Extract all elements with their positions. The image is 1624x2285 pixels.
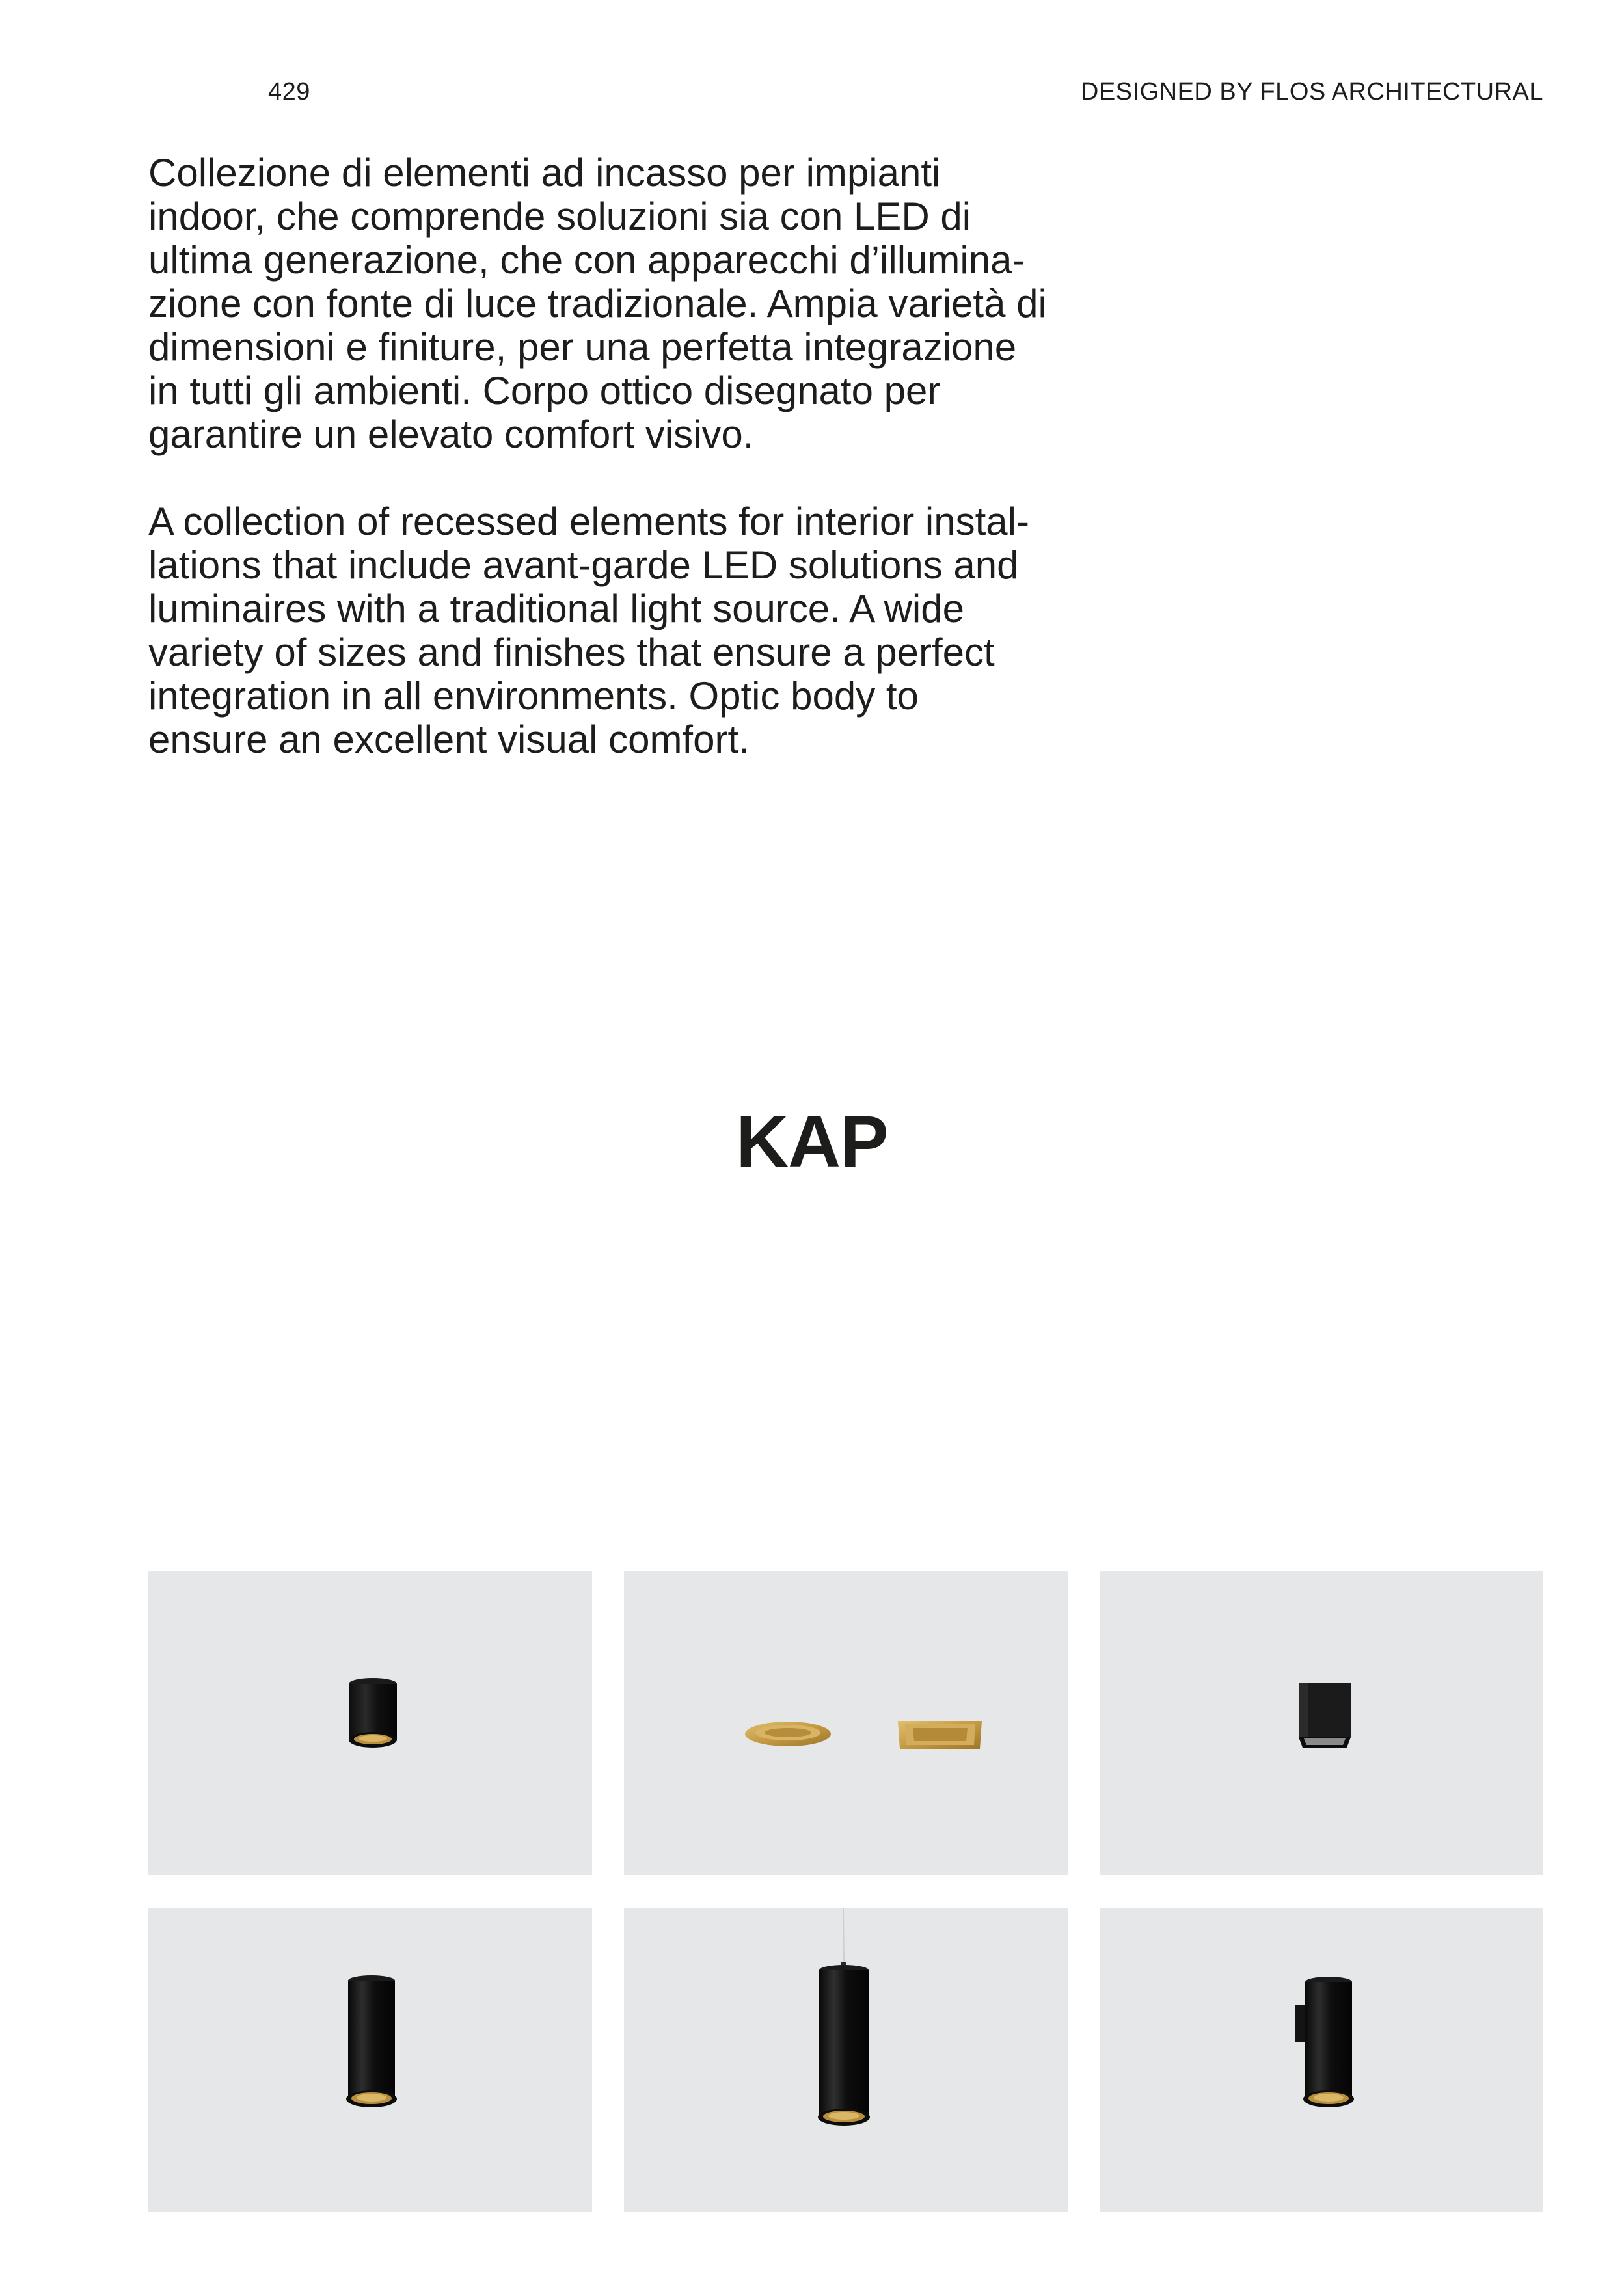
product-tile: [624, 1908, 1068, 2212]
tall-cylinder-ceiling-lamp-icon: [148, 1908, 592, 2212]
intro-english: A collection of recessed elements for interior instal- lations that include avant-garde LED solutions and luminaires with a traditional light source. A wide variety of sizes and finishes that ensure a perfect integration in all environments. Optic body to ensure an excellent visual comfort.: [148, 500, 1029, 761]
wall-cylinder-lamp-icon: [1100, 1908, 1543, 2212]
recessed-downlight-gold-icon: [624, 1571, 1068, 1875]
product-tile: [1100, 1908, 1543, 2212]
page-number: 429: [268, 78, 310, 105]
product-tile: [1100, 1571, 1543, 1875]
product-tile: [624, 1571, 1068, 1875]
product-tile: [148, 1908, 592, 2212]
square-surface-lamp-icon: [1100, 1571, 1543, 1875]
product-tile: [148, 1571, 592, 1875]
short-cylinder-ceiling-lamp-icon: [148, 1571, 592, 1875]
pendant-cylinder-lamp-icon: [624, 1908, 1068, 2212]
intro-text: [148, 151, 1098, 805]
product-gallery: [148, 1571, 1543, 2212]
header-credit: DESIGNED BY FLOS ARCHITECTURAL: [1080, 78, 1543, 105]
intro-italian: Collezione di elementi ad incasso per impianti indoor, che comprende soluzioni sia con LED di ultima generazione, che con apparecchi d’illumina- zione con fonte di luce tradizionale. Ampia varietà di dimensioni e finiture, per una perfetta integrazione in tutti gli ambienti. Corpo ottico disegnato per garantire un elevato comfort visivo.: [148, 151, 1047, 456]
product-title: KAP: [736, 1101, 888, 1182]
